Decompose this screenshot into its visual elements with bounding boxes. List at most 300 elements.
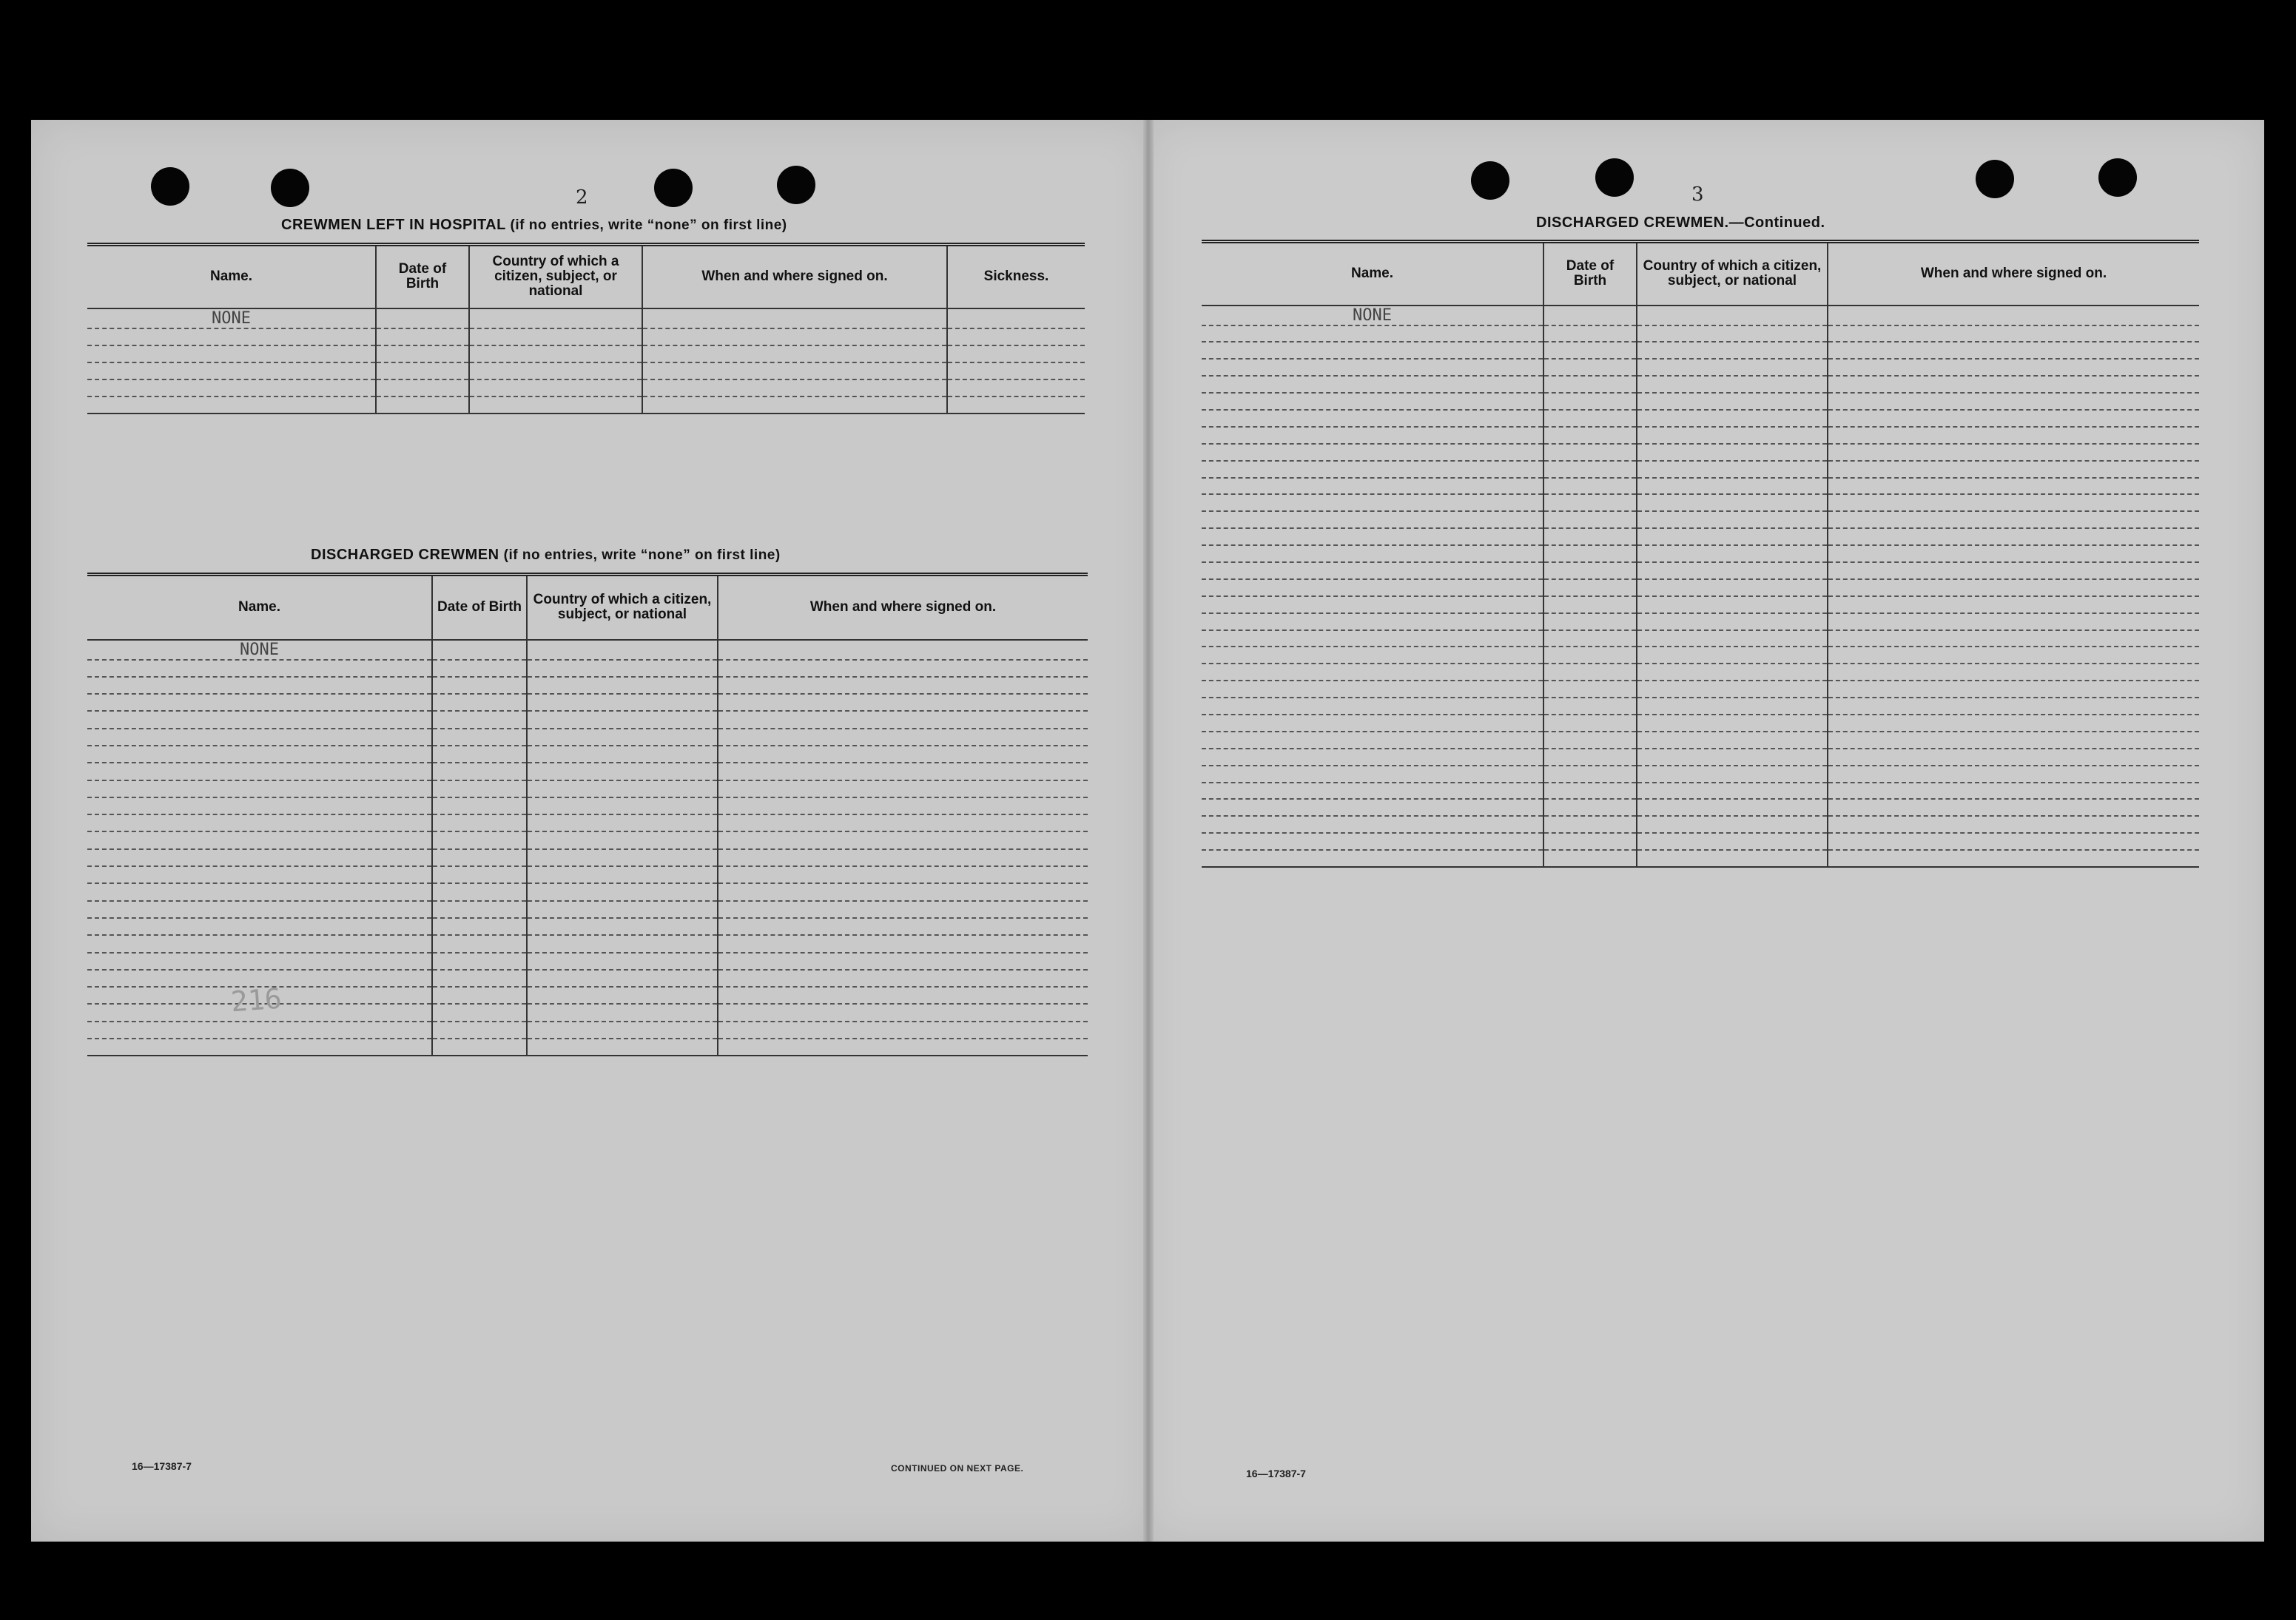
table-cell [718,935,1088,952]
table-cell [1202,393,1543,410]
table-cell [1828,833,2199,850]
table-cell [718,987,1088,1004]
table-cell [1543,376,1637,393]
table-cell [1637,766,1828,783]
table-cell [87,362,376,379]
table-cell [1828,579,2199,596]
col-name: Name. [87,245,376,308]
table-row [1202,478,2199,495]
table-cell [1828,562,2199,579]
faint-stamp-mark: 216 [229,982,283,1019]
table-row [87,831,1088,848]
table-row [87,345,1085,362]
table-cell [718,918,1088,935]
table-cell [527,866,718,883]
table-cell [376,345,469,362]
table-row [87,379,1085,396]
table-row [1202,596,2199,613]
table-row [87,694,1088,711]
table-row [87,763,1088,780]
table-cell [527,918,718,935]
table-cell [87,763,432,780]
table-row [1202,816,2199,833]
table-cell [1828,766,2199,783]
table-cell [1202,511,1543,528]
table-row [1202,715,2199,732]
table-cell [1543,511,1637,528]
table-cell [1543,579,1637,596]
table-row [87,866,1088,883]
table-cell [432,1039,527,1056]
table-row [1202,461,2199,478]
table-cell [527,694,718,711]
table-row [87,797,1088,814]
table-cell [1543,799,1637,816]
table-cell [1543,766,1637,783]
col-signed-on: When and where signed on. [642,245,947,308]
table-cell [1828,715,2199,732]
table-cell [947,328,1085,345]
table-row [87,901,1088,918]
punch-hole [1595,158,1634,197]
page-number: 3 [1691,183,1704,206]
table-row [87,780,1088,797]
table-cell [1637,783,1828,800]
table-cell [87,883,432,900]
table-cell [1202,647,1543,664]
table-cell [1202,494,1543,511]
table-cell [1543,562,1637,579]
table-cell [718,729,1088,746]
table-cell [1543,732,1637,749]
table-cell [432,987,527,1004]
table-row [87,970,1088,987]
table-cell [87,694,432,711]
table-cell [718,901,1088,918]
table-row [1202,410,2199,427]
hospital-table-body [87,308,1085,414]
table-cell [1202,342,1543,359]
table-cell [1828,681,2199,698]
table-cell [527,1022,718,1039]
table-cell [1543,444,1637,461]
table-cell [1637,833,1828,850]
table-cell [1828,545,2199,562]
table-cell [1637,306,1828,325]
table-row [1202,799,2199,816]
table-row [87,935,1088,952]
table-cell [1202,630,1543,647]
table-cell [469,308,642,328]
table-row [1202,306,2199,325]
section-note: (if no entries, write “none” on first line) [503,547,781,563]
table-cell [87,328,376,345]
table-cell [1637,749,1828,766]
table-cell [432,814,527,831]
table-cell [1828,393,2199,410]
table-cell [376,308,469,328]
table-cell [432,797,527,814]
col-sickness: Sickness. [947,245,1085,308]
table-cell [1828,630,2199,647]
table-cell [1637,528,1828,545]
table-cell [1202,596,1543,613]
table-cell [87,849,432,866]
table-cell [376,396,469,414]
table-row [1202,732,2199,749]
table-cell [527,763,718,780]
table-cell [527,901,718,918]
punch-hole [1471,161,1509,200]
table-cell [1828,528,2199,545]
table-cell [469,328,642,345]
table-row [1202,494,2199,511]
table-cell [87,1022,432,1039]
discharged-table [87,573,1088,1056]
table-cell [1202,427,1543,444]
table-cell [718,831,1088,848]
table-cell [1543,698,1637,715]
table-row [87,953,1088,970]
table-cell [718,711,1088,728]
table-cell [1637,799,1828,816]
col-country: Country of which a citizen, subject, or national [527,575,718,640]
table-cell [1637,494,1828,511]
table-cell: NONE [87,308,376,328]
table-row [87,918,1088,935]
table-row [1202,359,2199,376]
table-row [1202,579,2199,596]
table-cell [87,1039,432,1056]
table-cell [527,849,718,866]
table-cell [527,797,718,814]
section-title-text: DISCHARGED CREWMEN [311,547,499,563]
table-cell [1202,681,1543,698]
table-row [1202,766,2199,783]
table-cell [1543,647,1637,664]
table-cell [642,379,947,396]
table-cell [642,396,947,414]
table-cell [1202,359,1543,376]
table-row [1202,749,2199,766]
table-cell [1543,613,1637,630]
table-cell [718,660,1088,677]
table-cell [432,660,527,677]
table-cell [432,729,527,746]
table-cell [1637,698,1828,715]
table-row [87,729,1088,746]
table-cell [1543,833,1637,850]
table-cell [87,831,432,848]
table-cell [87,953,432,970]
table-cell [1202,478,1543,495]
table-cell [1828,511,2199,528]
table-cell [1202,528,1543,545]
table-cell [642,362,947,379]
col-signed-on: When and where signed on. [1828,242,2199,306]
table-cell [1637,325,1828,342]
table-cell [1543,630,1637,647]
table-row [87,814,1088,831]
table-cell [1828,749,2199,766]
col-date-of-birth: Date of Birth [432,575,527,640]
table-cell [1202,325,1543,342]
table-cell [432,831,527,848]
table-cell [1637,359,1828,376]
table-cell [432,918,527,935]
table-cell [527,780,718,797]
table-row [1202,511,2199,528]
col-date-of-birth: Date of Birth [1543,242,1637,306]
punch-hole [271,169,309,207]
table-cell [718,953,1088,970]
table-row [1202,528,2199,545]
table-cell [527,660,718,677]
table-cell: NONE [87,640,432,660]
table-cell [87,866,432,883]
table-cell [1543,528,1637,545]
table-cell [1202,799,1543,816]
table-cell [1543,850,1637,867]
table-cell [1543,681,1637,698]
table-cell [1202,410,1543,427]
hospital-table [87,243,1085,414]
table-cell [527,640,718,660]
table-cell [947,362,1085,379]
table-cell [1543,545,1637,562]
table-cell [527,1039,718,1056]
table-cell [1637,647,1828,664]
table-cell [1828,444,2199,461]
table-cell [1637,427,1828,444]
col-country: Country of which a citizen, subject, or national [469,245,642,308]
punch-hole [654,169,693,207]
table-cell [1828,494,2199,511]
table-cell [1828,410,2199,427]
table-cell [1828,850,2199,867]
table-cell [432,746,527,763]
table-cell [1637,664,1828,681]
table-cell [718,746,1088,763]
table-cell [1637,681,1828,698]
table-cell [1828,376,2199,393]
table-row [1202,698,2199,715]
col-name: Name. [1202,242,1543,306]
table-row [1202,850,2199,867]
table-cell [527,970,718,987]
table-cell [1637,444,1828,461]
table-row [87,660,1088,677]
table-cell [432,1004,527,1021]
table-row [1202,427,2199,444]
table-cell [1543,393,1637,410]
table-cell [718,677,1088,694]
table-cell [1543,342,1637,359]
table-cell [1202,833,1543,850]
table-cell [527,831,718,848]
section-note: (if no entries, write “none” on first line) [510,217,787,233]
table-cell [1637,732,1828,749]
table-cell [432,953,527,970]
table-cell [1202,664,1543,681]
table-cell [1637,511,1828,528]
table-cell [642,345,947,362]
table-cell [87,935,432,952]
table-cell [376,362,469,379]
table-row [1202,376,2199,393]
table-cell [87,918,432,935]
table-cell [87,396,376,414]
table-cell [432,1022,527,1039]
table-cell [947,345,1085,362]
table-cell [432,677,527,694]
page-number: 2 [576,186,588,209]
table-cell [718,694,1088,711]
table-row [1202,681,2199,698]
table-cell [527,953,718,970]
table-cell [1543,664,1637,681]
table-cell [642,308,947,328]
table-cell [1637,816,1828,833]
table-cell [1828,306,2199,325]
table-cell [1543,478,1637,495]
table-cell [1543,816,1637,833]
table-row [87,640,1088,660]
table-cell [1828,325,2199,342]
table-cell [1828,799,2199,816]
table-cell [1828,596,2199,613]
table-cell [718,1004,1088,1021]
table-cell [1543,494,1637,511]
col-name: Name. [87,575,432,640]
table-cell [87,660,432,677]
table-cell [1202,613,1543,630]
form-code: 16—17387-7 [132,1460,192,1472]
table-row [87,1039,1088,1056]
table-cell [1637,376,1828,393]
table-cell [432,970,527,987]
table-cell [718,814,1088,831]
table-row [87,1022,1088,1039]
table-cell: NONE [1202,306,1543,325]
table-cell [432,694,527,711]
page-fold [1143,120,1154,1542]
table-cell [1828,427,2199,444]
table-cell [718,1039,1088,1056]
table-cell [1202,444,1543,461]
table-cell [947,308,1085,328]
table-cell [1202,562,1543,579]
table-row [1202,325,2199,342]
table-cell [432,780,527,797]
table-cell [527,883,718,900]
table-cell [87,797,432,814]
punch-hole [1976,160,2014,198]
table-cell [469,396,642,414]
punch-hole [151,167,189,206]
table-cell [1637,596,1828,613]
table-cell [432,640,527,660]
table-cell [527,814,718,831]
table-row [87,677,1088,694]
table-cell [432,763,527,780]
table-cell [432,901,527,918]
table-cell [947,396,1085,414]
table-cell [1828,478,2199,495]
punch-hole [777,166,815,204]
table-cell [87,729,432,746]
table-cell [1828,732,2199,749]
table-row [1202,342,2199,359]
section-title-text: CREWMEN LEFT IN HOSPITAL [281,217,506,233]
table-cell [376,379,469,396]
table-cell [87,345,376,362]
table-cell [1637,461,1828,478]
table-cell [527,711,718,728]
table-cell [432,935,527,952]
table-row [1202,393,2199,410]
table-cell [1637,478,1828,495]
table-cell [527,987,718,1004]
table-cell [1202,850,1543,867]
table-row [1202,613,2199,630]
table-row [87,328,1085,345]
table-cell [1828,816,2199,833]
table-cell [87,379,376,396]
table-cell [1202,579,1543,596]
table-cell [1828,359,2199,376]
table-cell [718,797,1088,814]
table-cell [527,746,718,763]
table-cell [1543,325,1637,342]
table-cell [432,711,527,728]
table-cell [1828,461,2199,478]
table-cell [87,711,432,728]
table-row [87,396,1085,414]
continued-note: CONTINUED ON NEXT PAGE. [891,1463,1024,1474]
table-row [1202,783,2199,800]
table-cell [469,362,642,379]
table-row [1202,545,2199,562]
table-cell [1828,342,2199,359]
section-title-discharged-continued: DISCHARGED CREWMEN.—Continued. [1536,215,1825,231]
table-cell [1202,749,1543,766]
col-country: Country of which a citizen, subject, or national [1637,242,1828,306]
table-cell [1202,698,1543,715]
table-cell [527,729,718,746]
table-row [1202,833,2199,850]
table-cell [1543,461,1637,478]
table-cell [1543,410,1637,427]
table-cell [1828,647,2199,664]
table-cell [718,866,1088,883]
table-cell [1543,427,1637,444]
table-row [1202,664,2199,681]
table-cell [1637,715,1828,732]
table-cell [1202,766,1543,783]
table-cell [87,746,432,763]
table-cell [718,970,1088,987]
table-cell [1828,783,2199,800]
table-cell [469,379,642,396]
table-row [1202,444,2199,461]
table-cell [1543,749,1637,766]
table-cell [1202,376,1543,393]
table-cell [1828,664,2199,681]
col-date-of-birth: Date of Birth [376,245,469,308]
table-cell [432,849,527,866]
table-cell [718,849,1088,866]
